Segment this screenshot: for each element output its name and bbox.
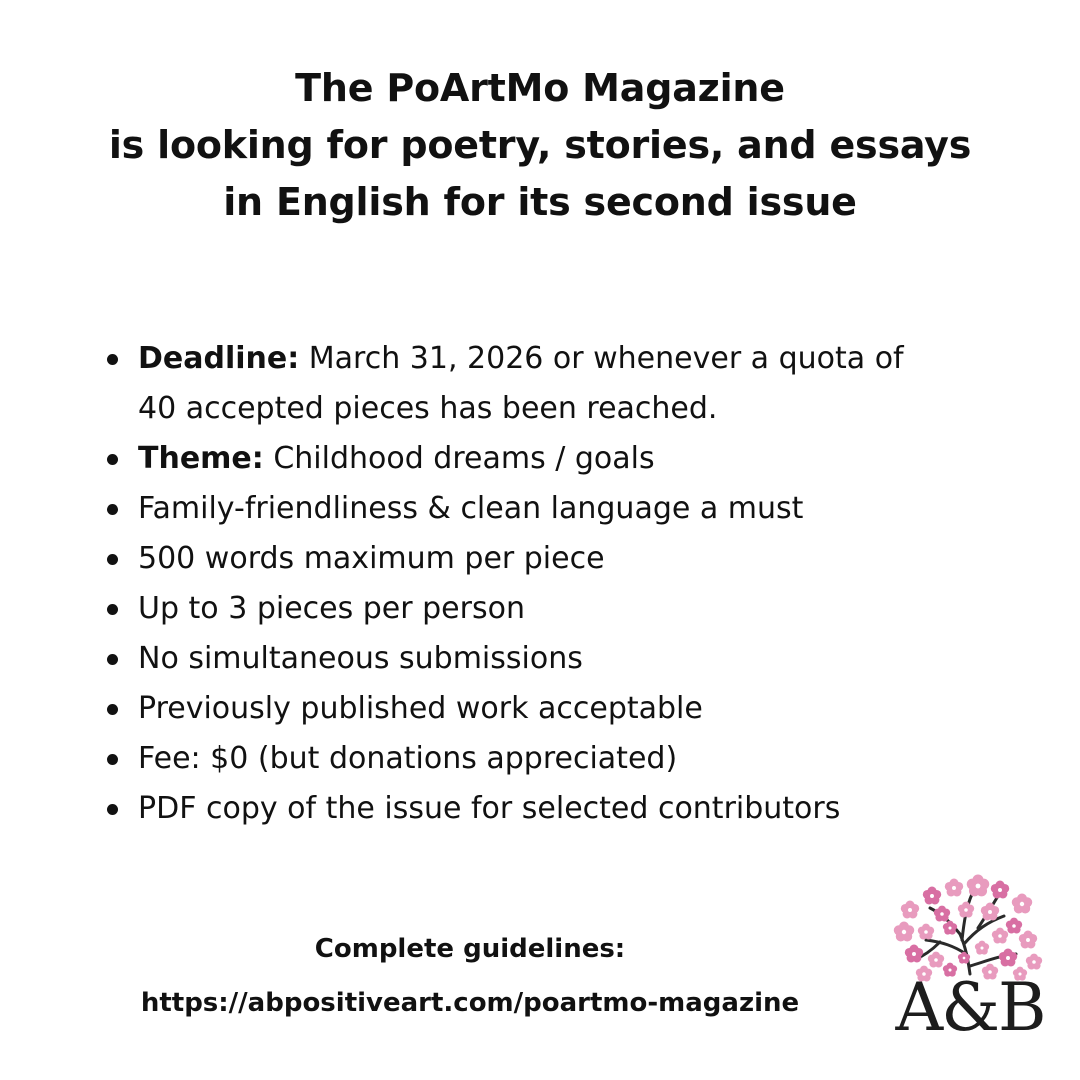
detail-text: No simultaneous submissions	[138, 641, 583, 676]
detail-item-simultaneous	[100, 634, 1020, 684]
blossom-icon	[945, 879, 963, 897]
bullet-icon	[107, 554, 118, 565]
detail-text: Up to 3 pieces per person	[138, 591, 525, 626]
logo-text: A&B	[895, 969, 1045, 1046]
guidelines-label: Complete guidelines:	[314, 934, 626, 964]
detail-text: Fee: $0 (but donations appreciated)	[138, 741, 678, 776]
blossom-icon	[901, 901, 919, 919]
detail-item-deadline	[100, 334, 1020, 384]
blossom-icon	[958, 952, 970, 964]
bullet-icon	[107, 604, 118, 615]
bullet-icon	[107, 504, 118, 515]
bullet-icon	[107, 654, 118, 665]
bullet-icon	[107, 704, 118, 715]
detail-text: March 31, 2026 or whenever a quota of	[299, 341, 904, 376]
detail-text: PDF copy of the issue for selected contributors	[138, 791, 841, 826]
blossom-icon	[999, 949, 1017, 967]
blossom-icon	[992, 928, 1008, 944]
bullet-icon	[107, 354, 118, 365]
detail-text: Family-friendliness & clean language a must	[138, 491, 804, 526]
detail-item-piece-limit	[100, 584, 1020, 634]
blossom-icon	[991, 881, 1009, 899]
submission-details-list	[100, 334, 1020, 834]
bullet-icon	[107, 804, 118, 815]
blossom-icon	[928, 952, 944, 968]
detail-text: Childhood dreams / goals	[263, 441, 655, 476]
headline	[40, 60, 1040, 231]
blossom-icon	[958, 902, 974, 918]
detail-text: 500 words maximum per piece	[138, 541, 605, 576]
blossom-icon	[894, 922, 914, 942]
blossom-icon	[918, 924, 934, 940]
detail-item-fee	[100, 734, 1020, 784]
detail-item-pdf-copy	[100, 784, 1020, 834]
detail-item-word-limit	[100, 534, 1020, 584]
detail-text: 40 accepted pieces has been reached.	[138, 391, 718, 426]
guidelines-link[interactable]: https://abpositiveart.com/poartmo-magazine	[140, 988, 800, 1018]
blossom-icon	[1019, 931, 1037, 949]
blossom-icon	[981, 903, 999, 921]
bullet-icon	[107, 454, 118, 465]
guidelines-footer	[60, 922, 880, 1030]
blossom-icon	[1012, 894, 1032, 914]
blossom-icon	[923, 887, 941, 905]
blossom-icon	[975, 941, 989, 955]
headline-line-3: in English for its second issue	[223, 180, 857, 224]
detail-item-family-friendly	[100, 484, 1020, 534]
detail-item-deadline-continued	[100, 384, 1020, 434]
blossom-icon	[1006, 918, 1022, 934]
branch	[926, 940, 966, 954]
blossom-icon	[905, 945, 923, 963]
bullet-icon	[107, 754, 118, 765]
blossom-icon	[943, 921, 957, 935]
detail-label: Theme:	[138, 441, 264, 476]
headline-line-2: is looking for poetry, stories, and essays	[108, 123, 972, 167]
detail-label: Deadline:	[138, 341, 300, 376]
detail-item-theme	[100, 434, 1020, 484]
headline-line-1: The PoArtMo Magazine	[295, 66, 785, 110]
detail-item-previously-published	[100, 684, 1020, 734]
blossom-icon	[967, 874, 990, 896]
detail-text: Previously published work acceptable	[138, 691, 703, 726]
blossom-icon	[934, 906, 950, 922]
